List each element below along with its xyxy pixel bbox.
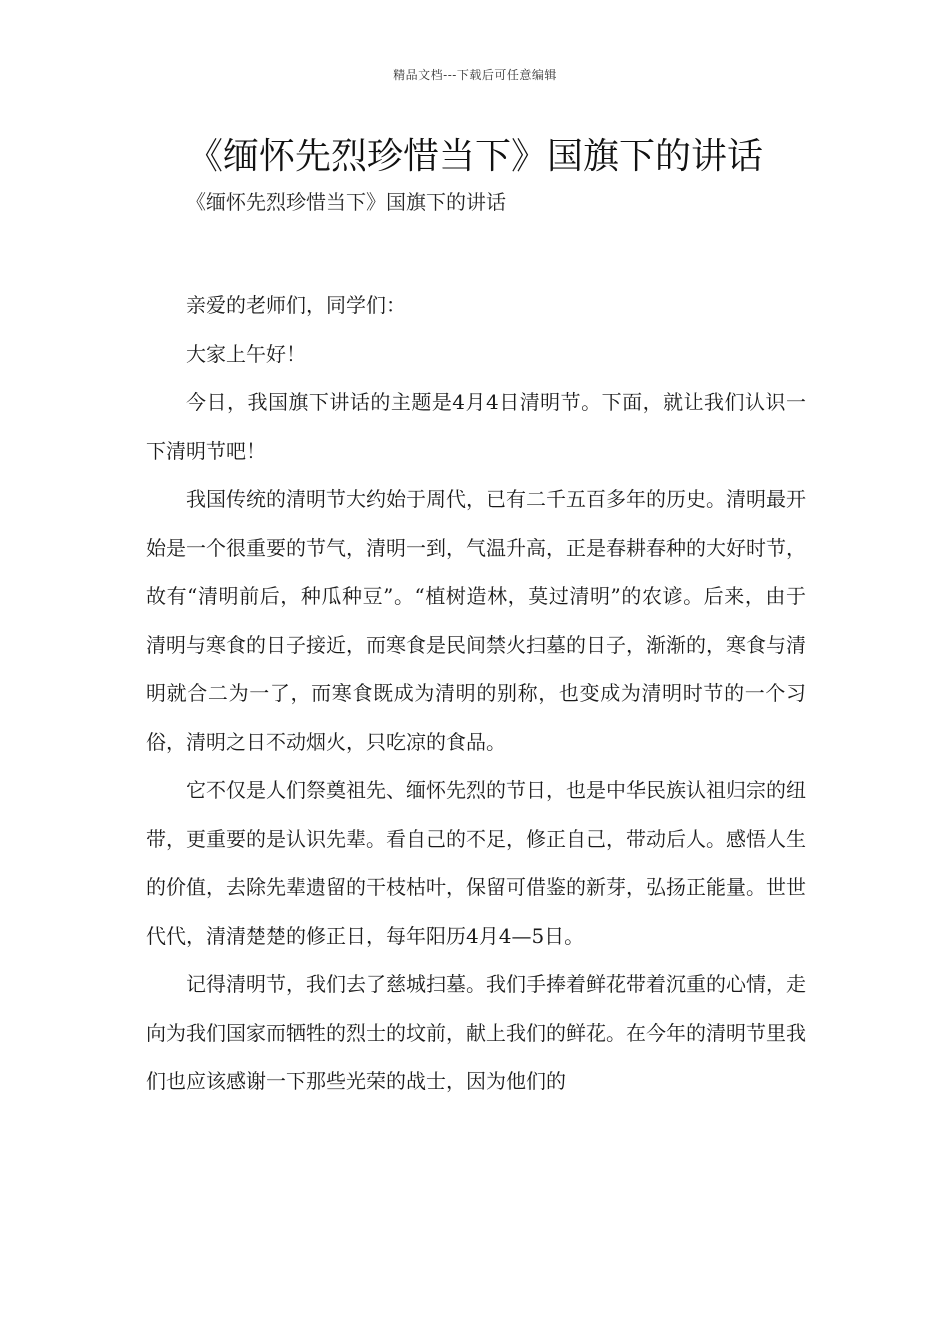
paragraph-greeting: 亲爱的老师们，同学们： <box>186 293 406 317</box>
document-title: 《缅怀先烈珍惜当下》国旗下的讲话 <box>186 136 763 177</box>
document-body <box>146 281 806 1106</box>
paragraph-topic: 今日，我国旗下讲话的主题是4月4日清明节。下面，就让我们认识一下清明节吧！ <box>146 390 806 463</box>
paragraph-hello: 大家上午好！ <box>186 341 306 366</box>
paragraph-memory: 记得清明节，我们去了慈城扫墓。我们手捧着鲜花带着沉重的心情，走向为我们国家而牺牲的烈士的坟前，献上我们的鲜花。在今年的清明节里我们也应该感谢一下那些光荣的战士，因为他们的 <box>146 972 806 1093</box>
document-subtitle: 《缅怀先烈珍惜当下》国旗下的讲话 <box>186 190 506 214</box>
paragraph-meaning: 它不仅是人们祭奠祖先、缅怀先烈的节日，也是中华民族认祖归宗的纽带，更重要的是认识先辈。看自己的不足，修正自己，带动后人。感悟人生的价值，去除先辈遗留的干枝枯叶，保留可借鉴的新芽，弘扬正能量。世世代代，清清楚楚的修正日，每年阳历4月4—5日。 <box>146 778 806 948</box>
paragraph-history: 我国传统的清明节大约始于周代，已有二千五百多年的历史。清明最开始是一个很重要的节气，清明一到，气温升高，正是春耕春种的大好时节，故有“清明前后，种瓜种豆”。“植树造林，莫过清明”的农谚。后来，由于清明与寒食的日子接近，而寒食是民间禁火扫墓的日子，渐渐的，寒食与清明就合二为一了，而寒食既成为清明的别称，也变成为清明时节的一个习俗，清明之日不动烟火，只吃凉的食品。 <box>146 487 806 754</box>
header-note: 精品文档---下载后可任意编辑 <box>393 68 557 82</box>
